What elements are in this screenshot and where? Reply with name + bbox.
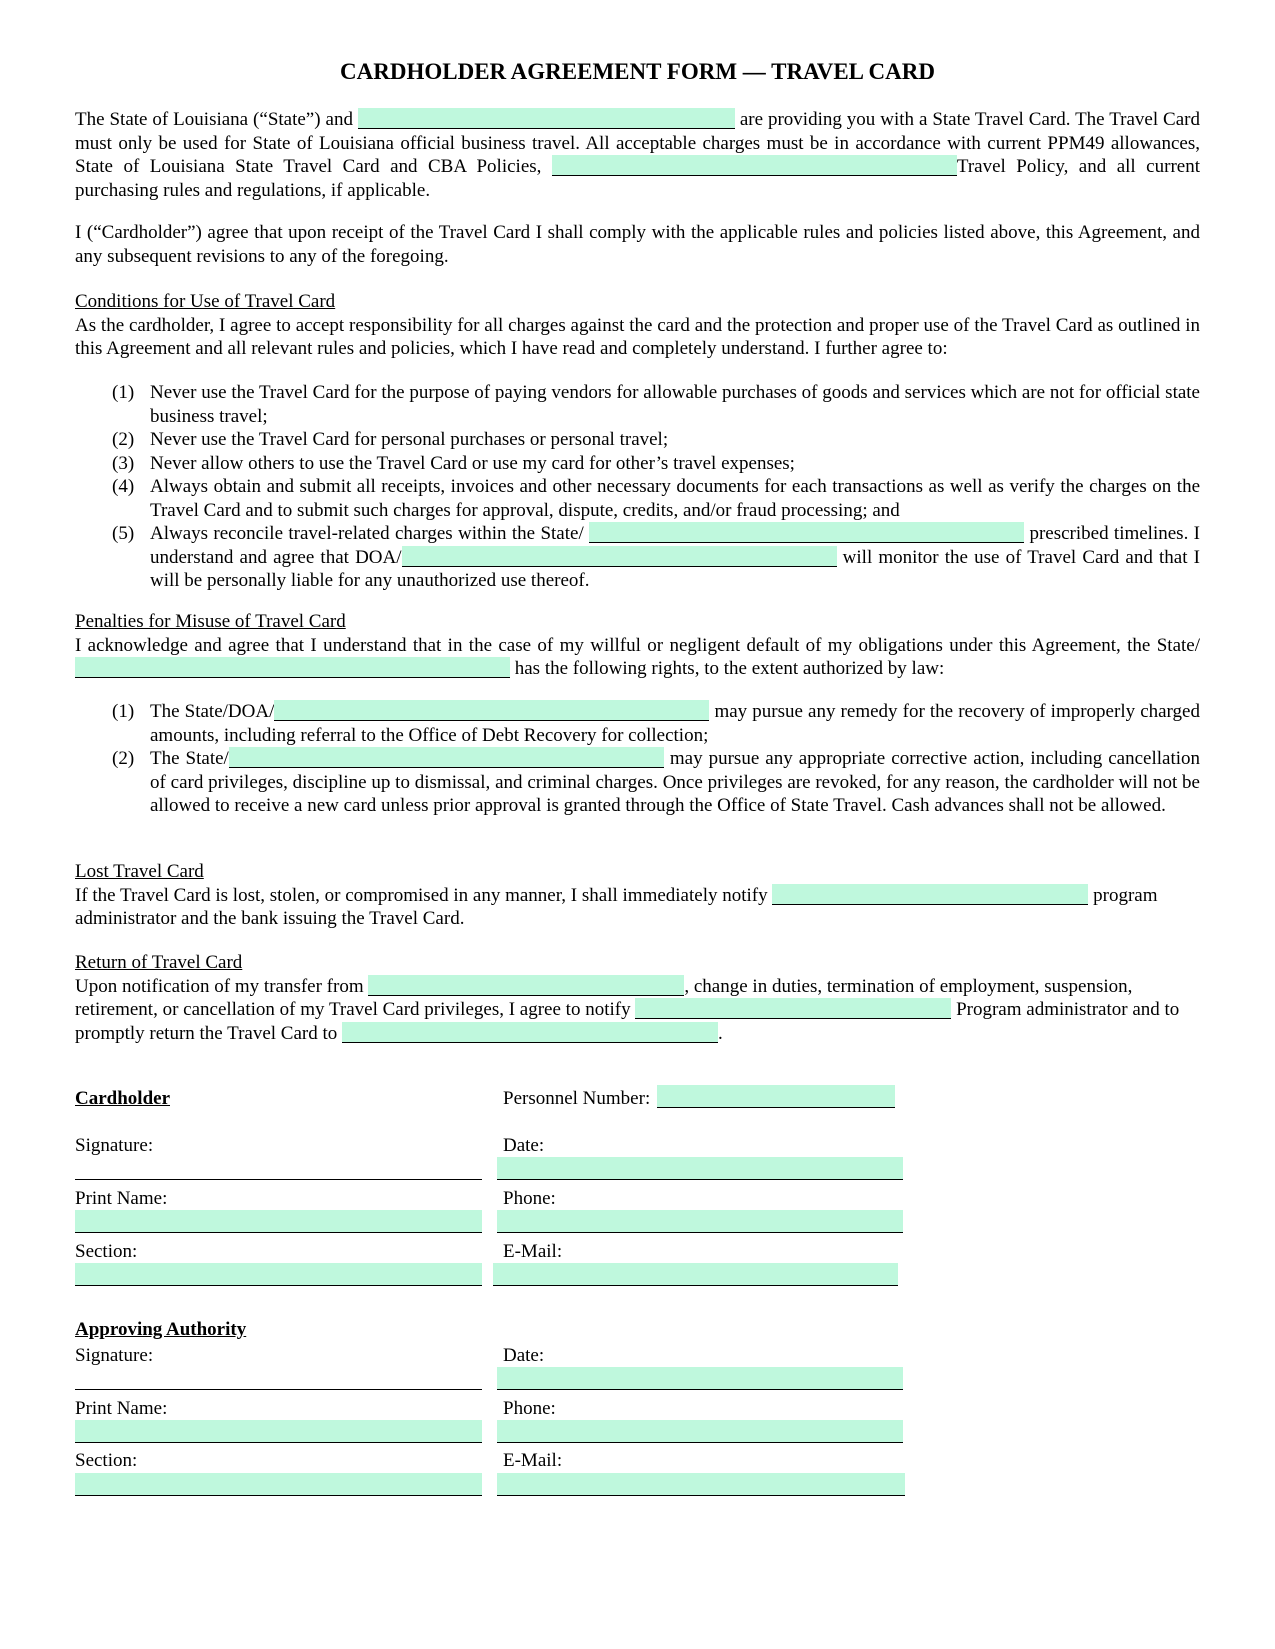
approving-print-name-field[interactable]	[75, 1420, 482, 1443]
return-heading: Return of Travel Card	[75, 952, 243, 973]
approving-section-label: Section:	[75, 1450, 138, 1471]
form-title: CARDHOLDER AGREEMENT FORM — TRAVEL CARD	[340, 59, 935, 84]
approving-phone-field[interactable]	[497, 1420, 903, 1443]
intro-text-2: are providing you with a State Travel Card. The Travel Card must only be used for State of Louisiana official business travel. All acceptable charges must be in accordance with current PPM49 allowances, State of Louisiana State Travel Card and CBA Policies,	[75, 109, 1200, 177]
agency-timeline-field[interactable]	[589, 522, 1024, 543]
list-item: (3) Never allow others to use the Travel Card or use my card for other’s travel expenses;	[112, 452, 795, 474]
personnel-number-field[interactable]	[657, 1085, 895, 1108]
list-item: (2) Never use the Travel Card for personal purchases or personal travel;	[112, 429, 669, 450]
list-item: (4) Always obtain and submit all receipts, invoices and other necessary documents for each transactions as well as verify the charges on the Travel Card and to submit such charges for approval, dispute, credits, and/or fraud processing; and	[112, 476, 1200, 521]
penalties-list	[75, 700, 1200, 818]
penalties-section: Penalties for Misuse of Travel Card I acknowledge and agree that I understand that in the case of my willful or negligent default of my obligations under this Agreement, the State/ has the following rights, to the extent authorized by law:	[75, 611, 1200, 679]
cardholder-date-field[interactable]	[497, 1157, 903, 1180]
cardholder-date-label: Date:	[503, 1135, 545, 1156]
cardholder-email-label: E-Mail:	[503, 1241, 563, 1262]
agency-policy-field[interactable]	[552, 155, 957, 176]
approving-signature-line[interactable]	[75, 1367, 482, 1390]
lost-notify-field[interactable]	[772, 884, 1088, 905]
cardholder-phone-field[interactable]	[497, 1210, 903, 1233]
list-item: (1) The State/DOA/ may pursue any remedy for the recovery of improperly charged amounts, including referral to the Office of Debt Recovery for collection;	[112, 701, 1200, 746]
return-notify-field[interactable]	[635, 998, 951, 1019]
cardholder-section-label: Section:	[75, 1241, 138, 1262]
agency-remedy-field[interactable]	[274, 700, 709, 721]
approving-email-field[interactable]	[497, 1473, 905, 1496]
approving-email-label: E-Mail:	[503, 1450, 563, 1471]
approving-print-name-label: Print Name:	[75, 1398, 168, 1419]
lost-section: Lost Travel Card If the Travel Card is lost, stolen, or compromised in any manner, I shall immediately notify program administrator and the bank issuing the Travel Card.	[75, 860, 1200, 931]
list-item: (1) Never use the Travel Card for the purpose of paying vendors for allowable purchases of goods and services which are not for official state business travel;	[112, 382, 1200, 427]
cardholder-print-name-field[interactable]	[75, 1210, 482, 1233]
return-section: Return of Travel Card Upon notification of my transfer from , change in duties, termination of employment, suspension, retirement, or cancellation of my Travel Card privileges, I agree to notify Program administrator and to promptly return the Travel Card to .	[75, 951, 1200, 1045]
conditions-list	[75, 381, 1200, 593]
agree-paragraph: I (“Cardholder”) agree that upon receipt of the Travel Card I shall comply with the applicable rules and policies listed above, this Agreement, and any subsequent revisions to any of the foregoing.	[75, 222, 1200, 267]
cardholder-signature-label: Signature:	[75, 1135, 154, 1156]
intro-paragraph	[75, 108, 1200, 202]
approving-date-field[interactable]	[497, 1367, 903, 1390]
conditions-section	[75, 290, 1200, 361]
penalties-heading: Penalties for Misuse of Travel Card	[75, 611, 346, 632]
approving-signature-label: Signature:	[75, 1345, 154, 1366]
personnel-number-label: Personnel Number:	[503, 1088, 651, 1109]
conditions-text: As the cardholder, I agree to accept responsibility for all charges against the card and the protection and proper use of the Travel Card as outlined in this Agreement and all relevant rules and policies, which I have read and completely understand. I further agree to:	[75, 314, 1200, 359]
list-item: (2) The State/ may pursue any appropriate corrective action, including cancellation of card privileges, discipline up to dismissal, and criminal charges. Once privileges are revoked, for any reason, the cardholder will not be allowed to receive a new card unless prior approval is granted through the Office of State Travel. Cash advances shall not be allowed.	[112, 748, 1201, 816]
lost-heading: Lost Travel Card	[75, 861, 204, 882]
approving-section-field[interactable]	[75, 1473, 482, 1496]
cardholder-email-field[interactable]	[493, 1263, 898, 1286]
cardholder-signature-line[interactable]	[75, 1157, 482, 1180]
cardholder-heading: Cardholder	[75, 1088, 170, 1109]
agency-name-field[interactable]	[358, 108, 735, 129]
cardholder-print-name-label: Print Name:	[75, 1188, 168, 1209]
transfer-from-field[interactable]	[368, 975, 684, 996]
list-item: (5) Always reconcile travel-related charges within the State/ prescribed timelines. I understand and agree that DOA/ will monitor the use of Travel Card and that I will be personally liable for any unauthorized use thereof.	[112, 523, 1200, 591]
agency-action-field[interactable]	[229, 747, 664, 768]
return-to-field[interactable]	[342, 1022, 718, 1043]
approving-phone-label: Phone:	[503, 1398, 556, 1419]
approving-date-label: Date:	[503, 1345, 545, 1366]
cardholder-phone-label: Phone:	[503, 1188, 556, 1209]
cardholder-section-field[interactable]	[75, 1263, 482, 1286]
agency-rights-field[interactable]	[75, 657, 510, 678]
conditions-heading: Conditions for Use of Travel Card	[75, 291, 336, 312]
agency-monitor-field[interactable]	[402, 546, 837, 567]
intro-text-1: The State of Louisiana (“State”) and	[75, 109, 358, 130]
approving-heading: Approving Authority	[75, 1319, 247, 1340]
intro-text-3: Travel Policy, and all current purchasing rules and regulations, if applicable.	[75, 156, 1200, 201]
